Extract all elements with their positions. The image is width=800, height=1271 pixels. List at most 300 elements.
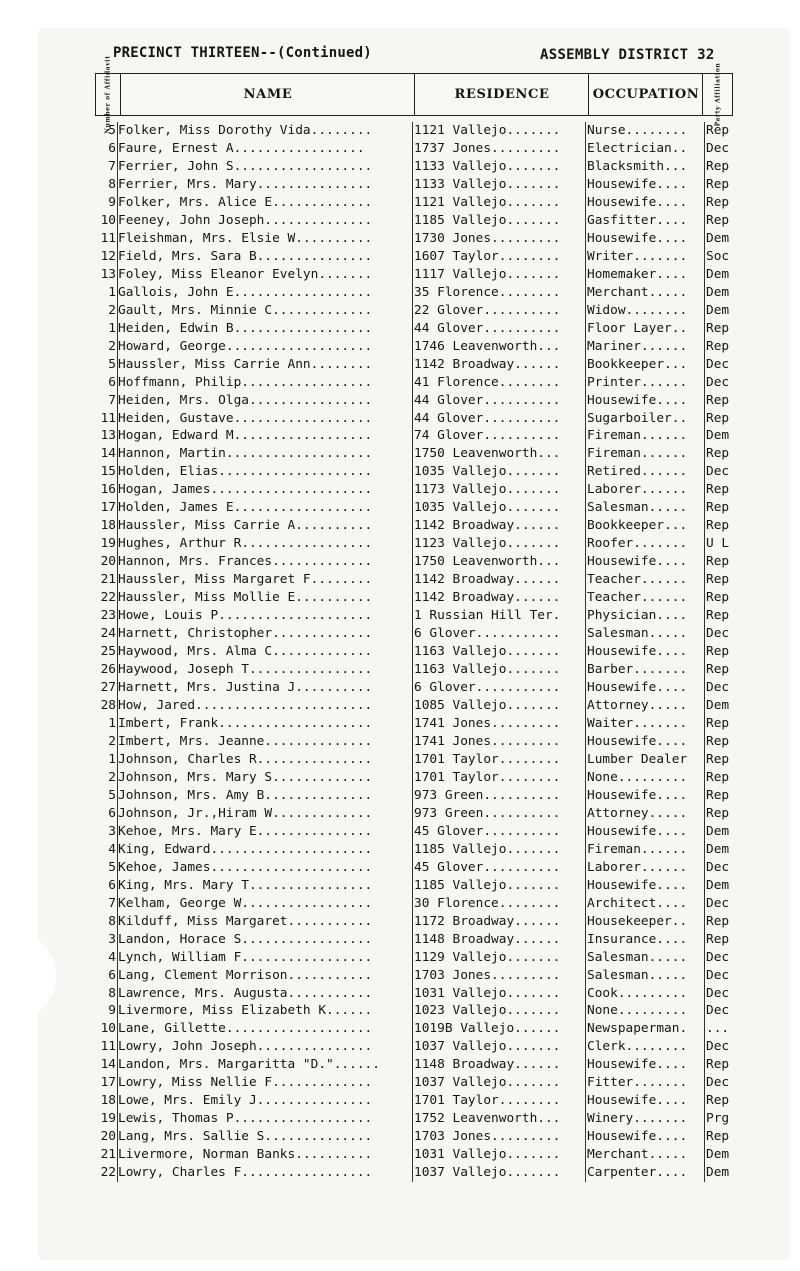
party-affiliation: Rep	[706, 590, 730, 606]
affidavit-number: 4	[108, 949, 116, 965]
table-row	[90, 625, 740, 643]
column-rule	[585, 338, 586, 356]
residence: 1037 Vallejo.......	[414, 1075, 561, 1091]
voter-name: Livermore, Miss Elizabeth K......	[118, 1003, 373, 1019]
column-rule	[585, 1092, 586, 1110]
residence: 1031 Vallejo.......	[414, 985, 561, 1001]
residence: 1730 Jones.........	[414, 230, 561, 246]
table-row	[90, 679, 740, 697]
party-affiliation: Rep	[706, 446, 730, 462]
column-rule	[117, 1056, 118, 1074]
residence: 1703 Jones.........	[414, 967, 561, 983]
column-rule	[117, 571, 118, 589]
voter-name: Landon, Mrs. Margaritta "D."......	[118, 1057, 380, 1073]
residence: 1173 Vallejo.......	[414, 482, 561, 498]
party-affiliation: Dem	[706, 698, 730, 713]
column-rule	[117, 1128, 118, 1146]
table-row	[90, 499, 740, 517]
party-affiliation: Dem	[706, 877, 730, 893]
party-affiliation: Dec	[706, 140, 730, 156]
column-rule	[585, 427, 586, 445]
residence: 44 Glover..........	[414, 392, 561, 408]
residence: 1741 Jones.........	[414, 715, 561, 731]
voter-name: Heiden, Gustave..................	[118, 410, 373, 426]
affidavit-number: 7	[108, 392, 116, 408]
affidavit-number: 1	[108, 751, 116, 767]
party-affiliation: Dec	[706, 967, 730, 983]
voter-list	[90, 122, 740, 1182]
column-rule	[585, 877, 586, 895]
affidavit-number: 7	[108, 895, 116, 911]
occupation: Attorney.....	[587, 698, 688, 713]
party-affiliation: Rep	[706, 158, 730, 174]
column-rule	[117, 481, 118, 499]
affidavit-number: 14	[100, 446, 116, 462]
voter-name: Imbert, Mrs. Jeanne..............	[118, 733, 373, 749]
column-rule	[585, 751, 586, 769]
party-affiliation: Rep	[706, 518, 730, 534]
table-row	[90, 212, 740, 230]
voter-name: Lowry, Charles F.................	[118, 1165, 373, 1181]
column-rule	[117, 931, 118, 949]
column-rule	[412, 895, 413, 913]
voter-name: Lowry, John Joseph...............	[118, 1039, 373, 1055]
table-row	[90, 931, 740, 949]
column-rule	[412, 589, 413, 607]
column-rule	[117, 1092, 118, 1110]
occupation: Teacher......	[587, 590, 688, 606]
residence: 44 Glover..........	[414, 320, 561, 336]
affidavit-number: 19	[100, 536, 116, 552]
occupation: Insurance....	[587, 931, 688, 947]
affidavit-number: 8	[108, 913, 116, 929]
column-rule	[412, 194, 413, 212]
residence: 1142 Broadway......	[414, 572, 561, 588]
party-affiliation: Rep	[706, 1057, 730, 1073]
occupation: Attorney.....	[587, 805, 688, 821]
affidavit-number: 14	[100, 1057, 116, 1073]
column-rule	[412, 841, 413, 859]
table-row	[90, 427, 740, 445]
voter-name: Lang, Clement Morrison...........	[118, 967, 373, 983]
voter-name: Johnson, Jr.,Hiram W.............	[118, 805, 373, 821]
voter-name: Livermore, Norman Banks..........	[118, 1147, 373, 1163]
column-rule	[704, 733, 705, 751]
column-rule	[117, 661, 118, 679]
column-rule	[412, 643, 413, 661]
column-rule	[412, 266, 413, 284]
occupation: Writer.......	[587, 248, 688, 264]
occupation: Winery.......	[587, 1111, 688, 1127]
column-rule	[704, 1146, 705, 1164]
column-rule	[585, 841, 586, 859]
column-rule	[585, 212, 586, 230]
party-affiliation: Dem	[706, 284, 730, 300]
party-affiliation: Dem	[706, 1165, 730, 1181]
column-rule	[117, 212, 118, 230]
col-header-party: Party Affiliation	[714, 62, 722, 127]
column-rule	[704, 1092, 705, 1110]
column-rule	[412, 499, 413, 517]
occupation: Merchant.....	[587, 1147, 688, 1163]
occupation: Waiter.......	[587, 715, 688, 731]
column-rule	[117, 517, 118, 535]
voter-name: Haussler, Miss Margaret F........	[118, 572, 373, 588]
voter-name: Harnett, Mrs. Justina J..........	[118, 680, 373, 696]
residence: 1031 Vallejo.......	[414, 1147, 561, 1163]
table-row	[90, 751, 740, 769]
column-rule	[704, 427, 705, 445]
residence: 1163 Vallejo.......	[414, 662, 561, 678]
voter-name: King, Edward.....................	[118, 841, 373, 857]
residence: 1701 Taylor........	[414, 769, 561, 785]
voter-name: Johnson, Mrs. Mary S.............	[118, 769, 373, 785]
occupation: Housewife....	[587, 644, 688, 660]
party-affiliation: Rep	[706, 410, 730, 426]
column-rule	[117, 823, 118, 841]
party-affiliation: Dem	[706, 266, 730, 282]
table-row	[90, 1002, 740, 1020]
column-rule	[117, 158, 118, 176]
table-row	[90, 535, 740, 553]
column-rule	[412, 212, 413, 230]
column-rule	[117, 733, 118, 751]
column-rule	[117, 625, 118, 643]
occupation: Clerk........	[587, 1039, 688, 1055]
column-rule	[704, 445, 705, 463]
party-affiliation: Rep	[706, 500, 730, 516]
column-rule	[117, 985, 118, 1003]
party-affiliation: Rep	[706, 176, 730, 192]
table-row	[90, 122, 740, 140]
column-rule	[412, 1038, 413, 1056]
occupation: Laborer......	[587, 482, 688, 498]
table-row	[90, 949, 740, 967]
column-rule	[412, 1092, 413, 1110]
table-row	[90, 589, 740, 607]
column-rule	[704, 985, 705, 1003]
column-rule	[412, 356, 413, 374]
occupation: Salesman.....	[587, 500, 688, 516]
party-affiliation: Rep	[706, 1129, 730, 1145]
column-rule	[117, 769, 118, 787]
residence: 1117 Vallejo.......	[414, 266, 561, 282]
affidavit-number: 20	[100, 554, 116, 570]
affidavit-number: 6	[108, 967, 116, 983]
occupation: Laborer......	[587, 859, 688, 875]
residence: 1185 Vallejo.......	[414, 877, 561, 893]
column-rule	[117, 643, 118, 661]
voter-name: Feeney, John Joseph..............	[118, 212, 373, 228]
column-rule	[585, 1038, 586, 1056]
affidavit-number: 8	[108, 176, 116, 192]
column-rule	[704, 1056, 705, 1074]
column-rule	[412, 571, 413, 589]
column-rule	[585, 230, 586, 248]
party-affiliation: Rep	[706, 931, 730, 947]
affidavit-number: 28	[100, 698, 116, 713]
residence: 1085 Vallejo.......	[414, 698, 561, 713]
column-rule	[585, 913, 586, 931]
residence: 1737 Jones.........	[414, 140, 561, 156]
occupation: Fireman......	[587, 428, 688, 444]
table-row	[90, 338, 740, 356]
occupation: Bookkeeper...	[587, 356, 688, 372]
column-rule	[704, 1128, 705, 1146]
party-affiliation: Rep	[706, 608, 730, 624]
column-rule	[585, 805, 586, 823]
voter-name: Hoffmann, Philip.................	[118, 374, 373, 390]
column-rule	[585, 787, 586, 805]
column-rule	[585, 985, 586, 1003]
occupation: Housewife....	[587, 194, 688, 210]
voter-name: Lane, Gillette...................	[118, 1021, 373, 1037]
column-rule	[704, 895, 705, 913]
column-rule	[704, 1002, 705, 1020]
voter-name: Johnson, Mrs. Amy B..............	[118, 787, 373, 803]
party-affiliation: Rep	[706, 572, 730, 588]
column-rule	[412, 913, 413, 931]
column-rule	[585, 266, 586, 284]
column-rule	[704, 967, 705, 985]
occupation: Roofer.......	[587, 536, 688, 552]
column-rule	[585, 769, 586, 787]
table-row	[90, 230, 740, 248]
occupation: Housewife....	[587, 230, 688, 246]
column-rule	[412, 481, 413, 499]
occupation: Housewife....	[587, 680, 688, 696]
column-rule	[585, 697, 586, 715]
residence: 1023 Vallejo.......	[414, 1003, 561, 1019]
party-affiliation: Dec	[706, 859, 730, 875]
table-row	[90, 392, 740, 410]
residence: 1185 Vallejo.......	[414, 841, 561, 857]
column-rule	[585, 1164, 586, 1182]
table-row	[90, 1110, 740, 1128]
voter-name: Gault, Mrs. Minnie C.............	[118, 302, 373, 318]
table-row	[90, 643, 740, 661]
column-rule	[117, 248, 118, 266]
party-affiliation: Dec	[706, 374, 730, 390]
column-rule	[117, 427, 118, 445]
voter-name: Kehoe, Mrs. Mary E...............	[118, 823, 373, 839]
column-rule	[585, 967, 586, 985]
residence: 1750 Leavenworth...	[414, 446, 561, 462]
party-affiliation: Dec	[706, 1075, 730, 1091]
column-rule	[117, 805, 118, 823]
table-row	[90, 158, 740, 176]
residence: 1035 Vallejo.......	[414, 500, 561, 516]
table-row	[90, 1038, 740, 1056]
voter-name: Hughes, Arthur R.................	[118, 536, 373, 552]
affidavit-number: 7	[108, 158, 116, 174]
column-rule	[585, 553, 586, 571]
column-rule	[117, 374, 118, 392]
column-rule	[117, 841, 118, 859]
table-row	[90, 787, 740, 805]
column-rule	[585, 463, 586, 481]
occupation: Newspaperman.	[587, 1021, 688, 1037]
column-rule	[412, 176, 413, 194]
table-row	[90, 733, 740, 751]
table-row	[90, 1128, 740, 1146]
column-rule	[704, 212, 705, 230]
residence: 1133 Vallejo.......	[414, 176, 561, 192]
table-row	[90, 302, 740, 320]
column-rule	[704, 140, 705, 158]
column-rule	[704, 122, 705, 140]
occupation: Fireman......	[587, 841, 688, 857]
party-affiliation: Dem	[706, 230, 730, 246]
column-rule	[412, 607, 413, 625]
column-rule	[585, 374, 586, 392]
affidavit-number: 6	[108, 805, 116, 821]
column-rule	[117, 266, 118, 284]
column-rule	[412, 463, 413, 481]
party-affiliation: ...	[706, 1021, 730, 1037]
voter-name: Field, Mrs. Sara B...............	[118, 248, 373, 264]
party-affiliation: Dem	[706, 1147, 730, 1163]
table-row	[90, 463, 740, 481]
column-rule	[412, 392, 413, 410]
column-rule	[117, 410, 118, 428]
column-rule	[585, 823, 586, 841]
column-rule	[704, 553, 705, 571]
affidavit-number: 26	[100, 662, 116, 678]
column-rule	[704, 535, 705, 553]
residence: 1037 Vallejo.......	[414, 1039, 561, 1055]
occupation: Merchant.....	[587, 284, 688, 300]
column-rule	[704, 374, 705, 392]
table-row	[90, 517, 740, 535]
column-rule	[704, 823, 705, 841]
voter-name: Howe, Louis P....................	[118, 608, 373, 624]
column-rule	[704, 769, 705, 787]
column-rule	[585, 481, 586, 499]
occupation: Gasfitter....	[587, 212, 688, 228]
party-affiliation: Rep	[706, 212, 730, 228]
table-row	[90, 661, 740, 679]
column-rule	[704, 715, 705, 733]
column-rule	[704, 230, 705, 248]
column-rule	[412, 427, 413, 445]
party-affiliation: Rep	[706, 338, 730, 354]
affidavit-number: 27	[100, 680, 116, 696]
affidavit-number: 10	[100, 212, 116, 228]
occupation: Housewife....	[587, 733, 688, 749]
voter-name: Ferrier, Mrs. Mary...............	[118, 176, 373, 192]
column-rule	[704, 356, 705, 374]
affidavit-number: 24	[100, 626, 116, 642]
residence: 1129 Vallejo.......	[414, 949, 561, 965]
column-rule	[412, 859, 413, 877]
column-rule	[117, 751, 118, 769]
column-rule	[117, 697, 118, 715]
party-affiliation: Rep	[706, 715, 730, 731]
column-rule	[704, 841, 705, 859]
occupation: Housewife....	[587, 823, 688, 839]
column-rule	[585, 679, 586, 697]
column-rule	[117, 895, 118, 913]
occupation: None.........	[587, 1003, 688, 1019]
column-rule	[412, 823, 413, 841]
column-rule	[585, 625, 586, 643]
occupation: Printer......	[587, 374, 688, 390]
table-row	[90, 859, 740, 877]
column-rule	[585, 535, 586, 553]
residence: 41 Florence........	[414, 374, 561, 390]
column-rule	[704, 607, 705, 625]
occupation: Floor Layer..	[587, 320, 688, 336]
party-affiliation: Dec	[706, 626, 730, 642]
residence: 1701 Taylor........	[414, 1093, 561, 1109]
occupation: Bookkeeper...	[587, 518, 688, 534]
occupation: Fireman......	[587, 446, 688, 462]
residence: 1185 Vallejo.......	[414, 212, 561, 228]
column-rule	[412, 1110, 413, 1128]
affidavit-number: 23	[100, 608, 116, 624]
occupation: Blacksmith...	[587, 158, 688, 174]
table-row	[90, 194, 740, 212]
column-rule	[117, 392, 118, 410]
voter-name: Faure, Ernest A.................	[118, 140, 365, 156]
occupation: Housewife....	[587, 877, 688, 893]
residence: 1607 Taylor........	[414, 248, 561, 264]
column-rule	[117, 607, 118, 625]
voter-name: Lang, Mrs. Sallie S..............	[118, 1129, 373, 1145]
column-rule	[412, 697, 413, 715]
party-affiliation: Rep	[706, 751, 730, 767]
column-rule	[585, 643, 586, 661]
voter-name: Howard, George...................	[118, 338, 373, 354]
residence: 1133 Vallejo.......	[414, 158, 561, 174]
party-affiliation: Rep	[706, 1093, 730, 1109]
column-rule	[704, 410, 705, 428]
column-rule	[585, 392, 586, 410]
table-row	[90, 571, 740, 589]
column-rule	[412, 122, 413, 140]
affidavit-number: 22	[100, 590, 116, 606]
column-rule	[704, 589, 705, 607]
affidavit-number: 19	[100, 1111, 116, 1127]
affidavit-number: 22	[100, 1165, 116, 1181]
column-rule	[117, 356, 118, 374]
voter-name: Hogan, James.....................	[118, 482, 373, 498]
column-rule	[117, 194, 118, 212]
column-rule	[412, 248, 413, 266]
occupation: Nurse........	[587, 123, 688, 138]
affidavit-number: 6	[108, 877, 116, 893]
column-rule	[117, 338, 118, 356]
party-affiliation: Rep	[706, 913, 730, 929]
column-rule	[704, 571, 705, 589]
column-rule	[704, 194, 705, 212]
column-rule	[117, 877, 118, 895]
column-rule	[704, 679, 705, 697]
column-rule	[117, 1110, 118, 1128]
occupation: Widow........	[587, 302, 688, 318]
voter-name: Folker, Mrs. Alice E.............	[118, 194, 373, 210]
table-row	[90, 823, 740, 841]
affidavit-number: 1	[108, 284, 116, 300]
column-rule	[704, 158, 705, 176]
column-rule	[585, 1056, 586, 1074]
residence: 1121 Vallejo.......	[414, 194, 561, 210]
voter-name: Lynch, William F.................	[118, 949, 373, 965]
column-rule	[585, 302, 586, 320]
column-rule	[117, 787, 118, 805]
column-rule	[412, 1128, 413, 1146]
